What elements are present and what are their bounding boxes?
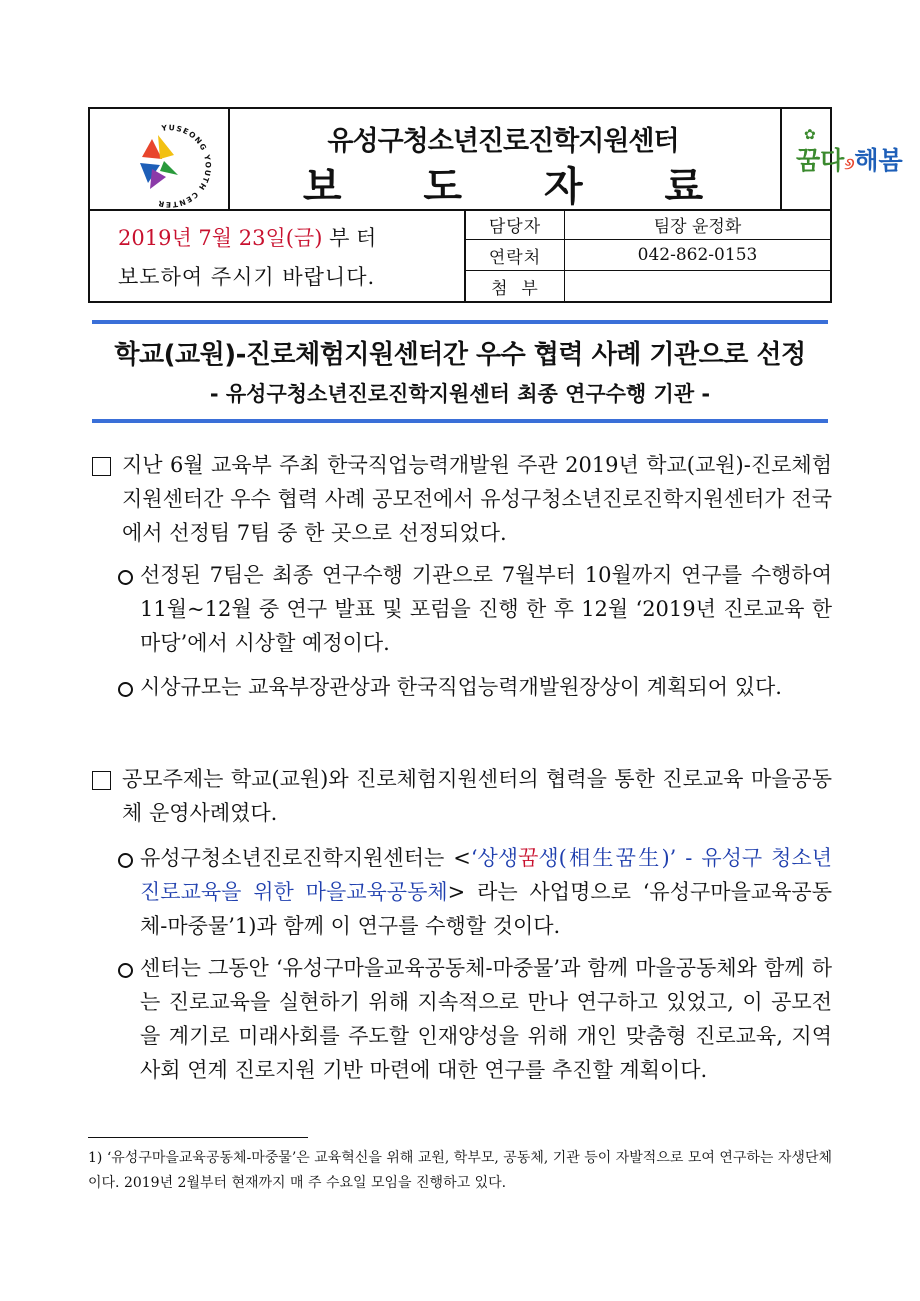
paragraph-1: 지난 6월 교육부 주최 한국직업능력개발원 주관 2019년 학교(교원)-진로체험지원센터간 우수 협력 사례 공모전에서 유성구청소년진로진학지원센터가 전국에서 선정팀 7팀 중 한 곳으로 선정되었다. xyxy=(122,453,832,545)
contact-row xyxy=(466,209,830,240)
footnote: 1) ‘유성구마을교육공동체-마중물’은 교육혁신을 위해 교원, 학부모, 공동체, 기관 등이 자발적으로 모여 연구하는 자생단체이다. 2019년 2월부터 현재까지 매 주 수요일 모임을 진행하고 있다. xyxy=(88,1150,832,1191)
contact-value: 팀장 윤정화 xyxy=(565,209,831,240)
program-name-rest: 생(相生꿈生)’ - 유성구 청소년 진로교육을 위한 마을교육공동체 xyxy=(140,846,832,904)
subheadline: - 유성구청소년진로진학지원센터 최종 연구수행 기관 - xyxy=(209,382,711,406)
headline: 학교(교원)-진로체험지원센터간 우수 협력 사례 기관으로 선정 xyxy=(114,340,806,370)
yuseong-youth-center-logo xyxy=(90,109,228,209)
paragraph-1b: 시상규모는 교육부장관상과 한국직업능력개발원장상이 계획되어 있다. xyxy=(140,675,782,699)
brand-cell xyxy=(780,109,920,209)
p2a-prefix: 유성구청소년진로진학지원센터는 < xyxy=(140,846,471,870)
release-line-1 xyxy=(118,222,376,252)
brand-sprout-icon: ✿ xyxy=(804,127,816,143)
release-from: 부 터 xyxy=(322,226,377,250)
contact-table xyxy=(466,209,830,301)
bullet-circle-icon xyxy=(118,570,133,585)
contact-label: 첨 부 xyxy=(466,271,565,302)
org-name: 유성구청소년진로진학지원센터 xyxy=(327,126,679,157)
paragraph-2: 공모주제는 학교(교원)와 진로체험지원센터의 협력을 통한 진로교육 마을공동체 운영사례였다. xyxy=(122,767,832,825)
headline-top-rule xyxy=(92,320,828,324)
contact-value: 042-862-0153 xyxy=(565,240,831,271)
program-name-kkum: 꿈 xyxy=(518,846,539,870)
bullet-circle-icon xyxy=(118,963,133,978)
logo-ring-text: YUSEONG YOUTH CENTER xyxy=(156,123,213,209)
checkbox-square-icon xyxy=(92,771,111,790)
release-date: 2019년 7월 23일(금) xyxy=(118,226,323,250)
brand-swirl-icon: ୬ xyxy=(844,154,855,173)
p2a-suffix: > 라는 사업명으로 ‘유성구마을교육공동체-마중물’1)과 함께 이 연구를 수행할 것이다. xyxy=(140,880,833,938)
checkbox-square-icon xyxy=(92,457,111,476)
bullet-circle-icon xyxy=(118,682,133,697)
contact-label: 담당자 xyxy=(466,209,565,240)
paragraph-2b: 센터는 그동안 ‘유성구마을교육공동체-마중물’과 함께 마을공동체와 함께 하는 진로교육을 실현하기 위해 지속적으로 만나 연구하고 있었고, 이 공모전을 계기로 미래사회를 주도할 인재양성을 위해 개인 맞춤형 진로교육, 지역사회 연계 진로지원 기반 마련에 대한 연구를 추진할 계획이다. xyxy=(140,956,832,1082)
brand-logo xyxy=(796,127,903,177)
program-name-start: ‘상생 xyxy=(470,846,519,870)
contact-label: 연락처 xyxy=(466,240,565,271)
title-cell xyxy=(228,109,778,209)
contact-row xyxy=(466,271,830,302)
paragraph-1a: 선정된 7팀은 최종 연구수행 기관으로 7월부터 10월까지 연구를 수행하여 11월~12월 중 연구 발표 및 포럼을 진행 한 후 12월 ‘2019년 진로교육 한마당’에서 시상할 예정이다. xyxy=(140,563,832,655)
paragraph-2a xyxy=(140,841,832,943)
press-header xyxy=(88,107,903,303)
contact-value xyxy=(565,271,831,302)
brand-part2: 다 xyxy=(820,146,845,175)
release-date-cell xyxy=(90,209,466,301)
brand-part3: 해봄 xyxy=(854,146,903,175)
document-type: 보 도 자 료 xyxy=(302,164,738,210)
release-line-2: 보도하여 주시기 바랍니다. xyxy=(118,265,376,289)
logo-cell xyxy=(90,109,230,209)
footnote-rule xyxy=(88,1137,308,1138)
headline-bottom-rule xyxy=(92,419,828,423)
header-top-row xyxy=(90,109,903,211)
bullet-circle-icon xyxy=(118,853,133,868)
contact-row xyxy=(466,240,830,271)
brand-part1: 꿈 xyxy=(796,146,821,175)
